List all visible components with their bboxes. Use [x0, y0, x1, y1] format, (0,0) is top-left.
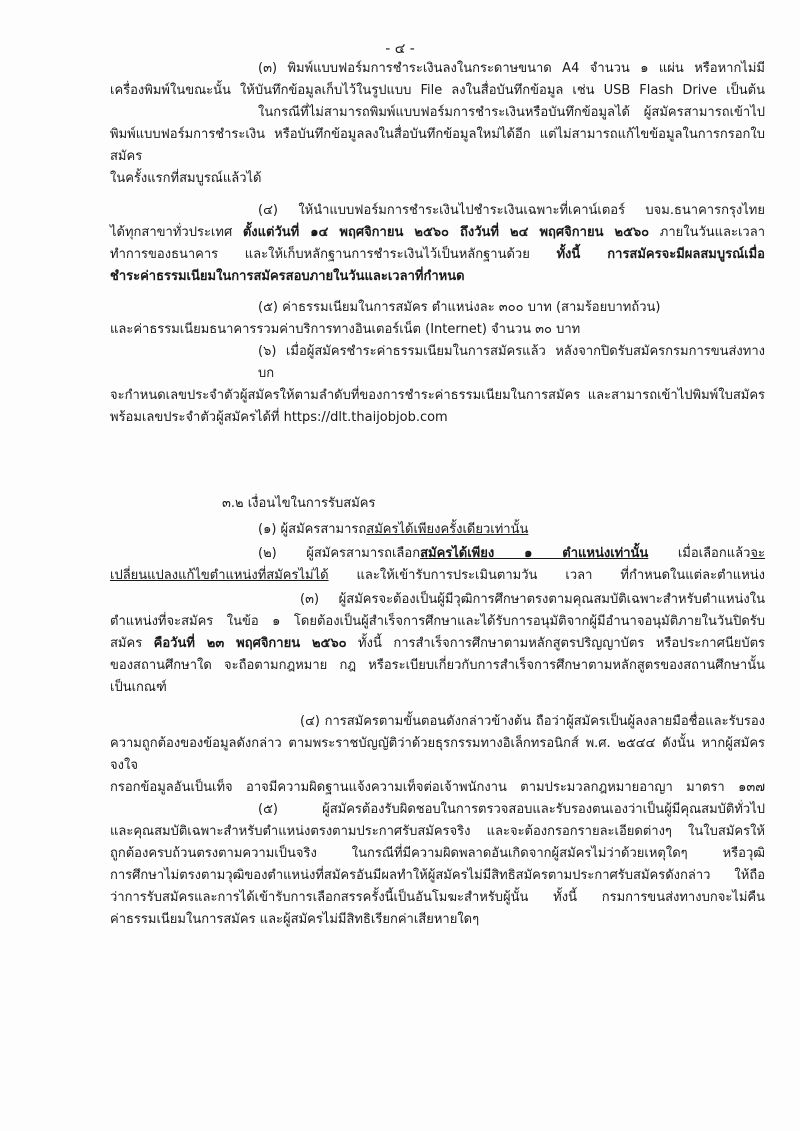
text-segment: ค่าธรรมเนียมในการสมัคร และผู้สมัครไม่มีสิทธิเรียกค่าเสียหายใดๆ: [110, 912, 480, 927]
text-segment: ในครั้งแรกที่สมบูรณ์แล้วได้: [110, 171, 262, 186]
text-segment: ทำการของธนาคาร และให้เก็บหลักฐานการชำระเงินไว้เป็นหลักฐานด้วย: [110, 247, 557, 262]
text-line: [110, 519, 765, 541]
text-segment: และค่าธรรมเนียมธนาคารรวมค่าบริการทางอินเตอร์เน็ต (Internet) จำนวน ๓๐ บาท: [110, 322, 581, 337]
text-line: [110, 80, 765, 102]
text-line: [110, 909, 765, 931]
text-segment: (๖) เมื่อผู้สมัครชำระค่าธรรมเนียมในการสมัครแล้ว หลังจากปิดรับสมัครกรมการขนส่งทางบก: [258, 344, 765, 381]
text-segment: (๑) ผู้สมัครสามารถ: [258, 522, 367, 537]
emphasized-text: ชำระค่าธรรมเนียมในการสมัครสอบภายในวันและเวลาที่กำหนด: [110, 269, 465, 284]
page-number: - ๔ -: [385, 41, 415, 57]
emphasized-text: สมัครได้เพียงครั้งเดียวเท่านั้น: [366, 522, 529, 537]
text-line: [110, 341, 765, 385]
text-segment: ว่าการรับสมัครและการได้เข้ารับการเลือกสรรครั้งนี้เป็นอันโมฆะสำหรับผู้นั้น ทั้งนี้ กรมการขนส่งทางบกจะไม่คืน: [110, 890, 765, 905]
text-line: [110, 407, 765, 429]
text-line: [110, 799, 765, 821]
text-line: [110, 777, 765, 799]
text-line: [110, 266, 765, 288]
text-segment: เป็นเกณฑ์: [110, 680, 167, 695]
emphasized-text: ตั้งแต่วันที่ ๑๔ พฤศจิกายน ๒๕๖๐ ถึงวันที่ ๒๔ พฤศจิกายน ๒๕๖๐: [242, 225, 650, 240]
text-segment: พร้อมเลขประจำตัวผู้สมัครได้ที่ https://dlt.thaijobjob.com: [110, 410, 448, 425]
emphasized-text: จะ: [750, 546, 765, 561]
text-line: [110, 633, 765, 655]
text-line: [110, 611, 765, 633]
emphasized-text: เปลี่ยนแปลงแก้ไขตำแหน่งที่สมัครไม่ได้: [110, 568, 329, 583]
emphasized-text: คือวันที่ ๒๓ พฤศจิกายน ๒๕๖๐: [153, 636, 347, 651]
text-segment: พิมพ์แบบฟอร์มการชำระเงิน หรือบันทึกข้อมูลลงในสื่อบันทึกข้อมูลใหม่ได้อีก แต่ไม่สามารถแก้ไขข้อมูลในการกรอกใบสมัคร: [110, 127, 765, 164]
text-line: [110, 821, 765, 843]
text-segment: ได้ทุกสาขาทั่วประเทศ: [110, 225, 243, 240]
text-line: [110, 887, 765, 909]
text-line: [110, 677, 765, 699]
text-line: [110, 711, 765, 733]
text-line: [110, 168, 765, 190]
text-segment: (๕) ค่าธรรมเนียมในการสมัคร ตำแหน่งละ ๓๐๐ บาท (สามร้อยบาทถ้วน): [258, 300, 661, 315]
text-segment: ภายในวันและเวลา: [649, 225, 765, 240]
text-segment: เครื่องพิมพ์ในขณะนั้น ให้บันทึกข้อมูลเก็บไว้ในรูปแบบ File ลงในสื่อบันทึกข้อมูล เช่น USB Flash Drive เป็นต้น: [110, 83, 765, 98]
text-line: [110, 244, 765, 266]
text-line: [110, 865, 765, 887]
text-segment: ถูกต้องครบถ้วนตรงตามความเป็นจริง ในกรณีที่มีความผิดพลาดอันเกิดจากผู้สมัครไม่ว่าด้วยเหตุใดๆ หรือวุฒิ: [110, 846, 765, 861]
text-line: [110, 589, 765, 611]
text-segment: (๓) พิมพ์แบบฟอร์มการชำระเงินลงในกระดาษขนาด A4 จำนวน ๑ แผ่น หรือหากไม่มี: [258, 61, 765, 76]
text-segment: (๔) ให้นำแบบฟอร์มการชำระเงินไปชำระเงินเฉพาะที่เคาน์เตอร์ บจม.ธนาคารกรุงไทย: [258, 203, 765, 218]
text-segment: (๕) ผู้สมัครต้องรับผิดชอบในการตรวจสอบและรับรองตนเองว่าเป็นผู้มีคุณสมบัติทั่วไป: [258, 802, 765, 817]
section-heading: [110, 493, 765, 515]
text-segment: และคุณสมบัติเฉพาะสำหรับตำแหน่งตรงตามประกาศรับสมัครจริง และจะต้องกรอกรายละเอียดต่างๆ ในใบสมัครให้: [110, 824, 765, 839]
text-line: [110, 297, 765, 319]
text-segment: (๓) ผู้สมัครจะต้องเป็นผู้มีวุฒิการศึกษาตรงตามคุณสมบัติเฉพาะสำหรับตำแหน่งใน: [300, 592, 765, 607]
document-body: [110, 58, 765, 931]
text-segment: จะกำหนดเลขประจำตัวผู้สมัครให้ตามลำดับที่ของการชำระค่าธรรมเนียมในการสมัคร และสามารถเข้าไปพิมพ์ใบสมัคร: [110, 388, 765, 403]
text-segment: ความถูกต้องของข้อมูลดังกล่าว ตามพระราชบัญญัติว่าด้วยธุรกรรมทางอิเล็กทรอนิกส์ พ.ศ. ๒๕๔๔ ดังนั้น หากผู้สมัครจงใจ: [110, 736, 765, 773]
text-line: [110, 385, 765, 407]
text-line: [110, 319, 765, 341]
text-segment: (๔) การสมัครตามขั้นตอนดังกล่าวข้างต้น ถือว่าผู้สมัครเป็นผู้ลงลายมือชื่อและรับรอง: [300, 714, 765, 729]
text-segment: ในกรณีที่ไม่สามารถพิมพ์แบบฟอร์มการชำระเงินหรือบันทึกข้อมูลได้ ผู้สมัครสามารถเข้าไป: [258, 105, 765, 120]
text-line: [110, 102, 765, 124]
emphasized-text: สมัครได้เพียง ๑ ตำแหน่งเท่านั้น: [420, 546, 649, 561]
text-segment: ของสถานศึกษาใด จะถือตามกฎหมาย กฎ หรือระเบียบเกี่ยวกับการสำเร็จการศึกษาตามหลักสูตรของสถานศึกษานั้น: [110, 658, 765, 673]
text-segment: เมื่อเลือกแล้ว: [648, 546, 751, 561]
text-line: [110, 543, 765, 565]
text-line: [110, 733, 765, 777]
text-segment: และให้เข้ารับการประเมินตามวัน เวลา ที่กำหนดในแต่ละตำแหน่ง: [328, 568, 765, 583]
text-line: [110, 565, 765, 587]
text-segment: ๓.๒ เงื่อนไขในการรับสมัคร: [222, 496, 376, 511]
text-line: [110, 843, 765, 865]
emphasized-text: ทั้งนี้ การสมัครจะมีผลสมบูรณ์เมื่อ: [556, 247, 765, 262]
text-segment: กรอกข้อมูลอันเป็นเท็จ อาจมีความผิดฐานแจ้งความเท็จต่อเจ้าพนักงาน ตามประมวลกฎหมายอาญา มาตรา ๑๓๗: [110, 780, 765, 795]
text-line: [110, 655, 765, 677]
text-segment: การศึกษาไม่ตรงตามวุฒิของตำแหน่งที่สมัครอันมีผลทำให้ผู้สมัครไม่มีสิทธิสมัครตามประกาศรับสมัครดังกล่าว ให้ถือ: [110, 868, 765, 883]
text-line: [110, 58, 765, 80]
text-segment: ทั้งนี้ การสำเร็จการศึกษาตามหลักสูตรปริญญาบัตร หรือประกาศนียบัตร: [346, 636, 766, 651]
text-segment: ตำแหน่งที่จะสมัคร ในข้อ ๑ โดยต้องเป็นผู้สำเร็จการศึกษาและได้รับการอนุมัติจากผู้มีอำนาจอนุมัติภายในวันปิดรับ: [110, 614, 765, 629]
text-segment: สมัคร: [110, 636, 154, 651]
text-line: [110, 200, 765, 222]
text-line: [110, 124, 765, 168]
text-line: [110, 222, 765, 244]
text-segment: (๒) ผู้สมัครสามารถเลือก: [258, 546, 421, 561]
